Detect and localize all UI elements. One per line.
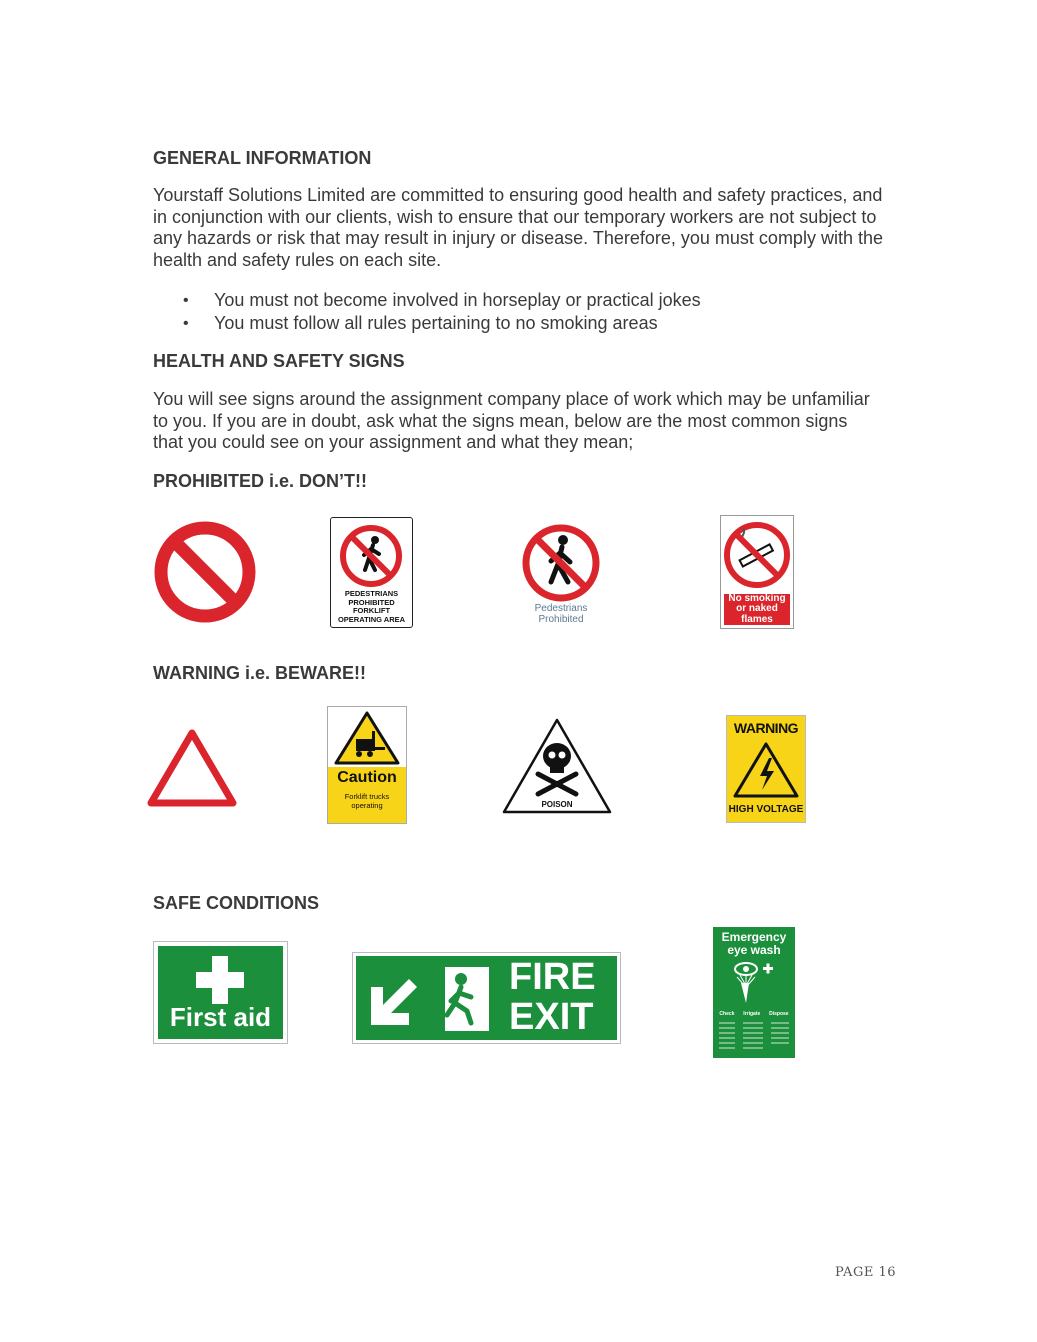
forklift-sign-line: OPERATING AREA xyxy=(337,614,406,624)
eye-wash-line: Emergency xyxy=(721,930,787,944)
eye-wash-col: Dispose xyxy=(769,1011,789,1017)
eye-wash-instructions-graphic xyxy=(713,1019,795,1059)
voltage-bottom-label: HIGH VOLTAGE xyxy=(728,804,804,815)
list-item: • You must follow all rules pertaining to no smoking areas xyxy=(153,312,913,335)
pedestrians-prohibited-sign xyxy=(518,524,604,628)
caution-forklift-sign xyxy=(327,706,407,824)
poison-sign xyxy=(500,716,614,814)
poison-label: POISON xyxy=(541,800,573,809)
eye-wash-sign xyxy=(713,927,795,1058)
no-smoking-sign xyxy=(720,515,794,629)
high-voltage-sign xyxy=(726,715,806,823)
prohibited-heading: PROHIBITED i.e. DON’T!! xyxy=(153,471,368,491)
fire-exit-line: EXIT xyxy=(509,996,594,1038)
eye-wash-col: Check xyxy=(719,1011,735,1017)
first-aid-label: First aid xyxy=(169,1002,272,1032)
pedestrians-sign-line: Prohibited xyxy=(538,614,584,625)
general-heading: GENERAL INFORMATION xyxy=(153,148,372,168)
general-paragraph: Yourstaff Solutions Limited are committed to ensuring good health and safety practices, and in conjunction with our clients, wish to ensure that our temporary workers are not subject to any hazards or risk that may result in injury or disease. Therefore, you must comply with the health and safety rules on each site. xyxy=(153,185,883,270)
fire-exit-line: FIRE xyxy=(509,956,596,998)
warning-triangle-sign xyxy=(145,727,239,809)
caution-sub-line: Forklift trucks xyxy=(344,792,390,801)
signs-heading: HEALTH AND SAFETY SIGNS xyxy=(153,351,405,371)
no-smoking-line: No smoking xyxy=(728,593,786,604)
warning-heading: WARNING i.e. BEWARE!! xyxy=(153,663,367,683)
no-smoking-line: or naked xyxy=(736,603,778,615)
signs-paragraph: You will see signs around the assignment company place of work which may be unfamiliar to you. If you are in doubt, ask what the signs mean, below are the most common signs that you could see on your assignment and what they mean; xyxy=(153,389,870,452)
pedestrians-sign-line: Pedestrians xyxy=(534,603,588,614)
general-bullet-list xyxy=(153,289,913,335)
caution-sub-line: operating xyxy=(351,801,383,810)
prohibition-circle-sign xyxy=(153,520,257,624)
safe-heading: SAFE CONDITIONS xyxy=(153,893,320,913)
voltage-top-label: WARNING xyxy=(733,720,799,736)
eye-wash-line: eye wash xyxy=(727,943,781,957)
list-item: • You must not become involved in horseplay or practical jokes xyxy=(153,289,913,312)
forklift-sign-line: FORKLIFT xyxy=(352,606,391,615)
page-number: PAGE 16 xyxy=(835,1265,896,1280)
caution-title: Caution xyxy=(337,769,397,786)
forklift-sign-line: PEDESTRIANS xyxy=(344,589,399,598)
no-smoking-line: flames xyxy=(741,613,773,625)
eye-wash-col: Irrigate xyxy=(743,1011,761,1017)
forklift-sign-line: PROHIBITED xyxy=(348,597,395,607)
first-aid-sign xyxy=(153,941,288,1044)
forklift-area-sign xyxy=(330,517,413,628)
fire-exit-sign xyxy=(352,952,621,1044)
